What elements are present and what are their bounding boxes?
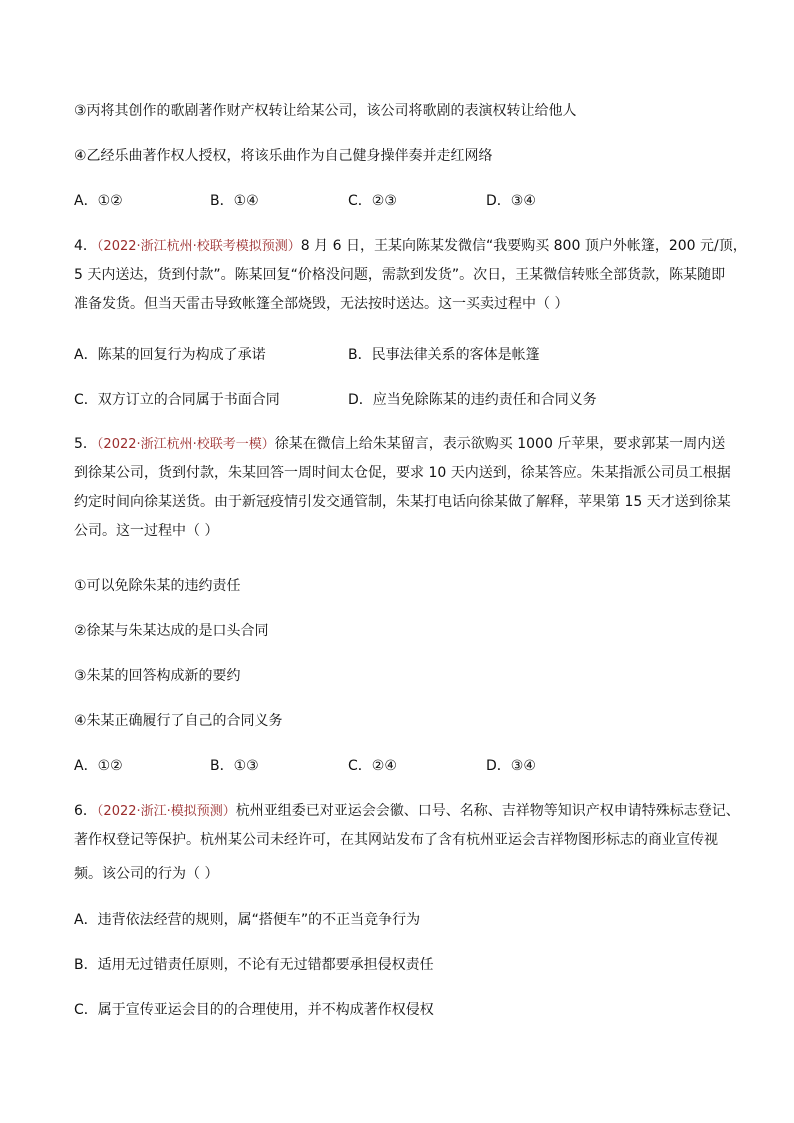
q5-statement-3: ③朱某的回答构成新的要约 (74, 668, 241, 684)
q4-source: （2022·浙江杭州·校联考模拟预测） (96, 239, 301, 254)
q5-statement-2: ②徐某与朱某达成的是口头合同 (74, 623, 269, 639)
q6-number: 6． (74, 803, 97, 819)
q5-source: （2022·浙江杭州·校联考一模） (96, 437, 275, 452)
q5-line-3: 约定时间向徐某送货。由于新冠疫情引发交通管制，朱某打电话向徐某做了解释，苹果第 15 天才送到徐某 (74, 494, 731, 510)
statement-4: ④乙经乐曲著作权人授权，将该乐曲作为自己健身操伴奏并走红网络 (74, 148, 493, 164)
q5-option-a: A．①② (74, 758, 123, 774)
q5-number: 5． (74, 436, 97, 452)
q6-line-1 (74, 801, 740, 822)
option-c: C．②③ (348, 193, 397, 209)
q6-source: （2022·浙江·模拟预测） (96, 804, 236, 819)
q5-line-1 (74, 434, 725, 455)
q4-option-d: D．应当免除陈某的违约责任和合同义务 (348, 392, 597, 408)
q6-option-c: C．属于宣传亚运会目的的合理使用，并不构成著作权侵权 (74, 1002, 434, 1018)
q5-line-4: 公司。这一过程中（ ） (74, 523, 219, 539)
q5-option-b: B．①③ (210, 758, 259, 774)
q6-line-3: 频。该公司的行为（ ） (74, 866, 219, 882)
option-d: D．③④ (486, 193, 536, 209)
q5-statement-4: ④朱某正确履行了自己的合同义务 (74, 713, 283, 729)
q5-line-2: 到徐某公司，货到付款，朱某回答一周时间太仓促，要求 10 天内送到，徐某答应。朱某指派公司员工根据 (74, 465, 731, 481)
q4-line-1 (74, 236, 747, 257)
q4-line-3: 准备发货。但当天雷击导致帐篷全部烧毁，无法按时送达。这一买卖过程中（ ） (74, 296, 569, 312)
q4-option-b: B．民事法律关系的客体是帐篷 (348, 347, 540, 363)
statement-3: ③丙将其创作的歌剧著作财产权转让给某公司，该公司将歌剧的表演权转让给他人 (74, 103, 577, 119)
q4-option-a: A．陈某的回复行为构成了承诺 (74, 347, 266, 363)
q5-option-d: D．③④ (486, 758, 536, 774)
option-b: B．①④ (210, 193, 259, 209)
q4-option-c: C．双方订立的合同属于书面合同 (74, 392, 280, 408)
option-a: A．①② (74, 193, 123, 209)
q4-text-1: 8 月 6 日，王某向陈某发微信“我要购买 800 顶户外帐篷，200 元/顶， (300, 238, 747, 254)
q5-text-1: 徐某在微信上给朱某留言，表示欲购买 1000 斤苹果，要求郭某一周内送 (274, 436, 726, 452)
q4-line-2: 5 天内送达，货到付款”。陈某回复“价格没问题，需款到发货”。次日，王某微信转账全部货款，陈某随即 (74, 267, 726, 283)
q4-number: 4． (74, 238, 97, 254)
q6-text-1: 杭州亚组委已对亚运会会徽、口号、名称、吉祥物等知识产权申请特殊标志登记、 (235, 803, 740, 819)
q5-option-c: C．②④ (348, 758, 397, 774)
q6-option-a: A．违背依法经营的规则，属“搭便车”的不正当竞争行为 (74, 912, 421, 928)
q6-line-2: 著作权登记等保护。杭州某公司未经许可，在其网站发布了含有杭州亚运会吉祥物图形标志的商业宣传视 (74, 832, 718, 848)
q6-option-b: B．适用无过错责任原则，不论有无过错都要承担侵权责任 (74, 957, 434, 973)
q5-statement-1: ①可以免除朱某的违约责任 (74, 578, 241, 594)
